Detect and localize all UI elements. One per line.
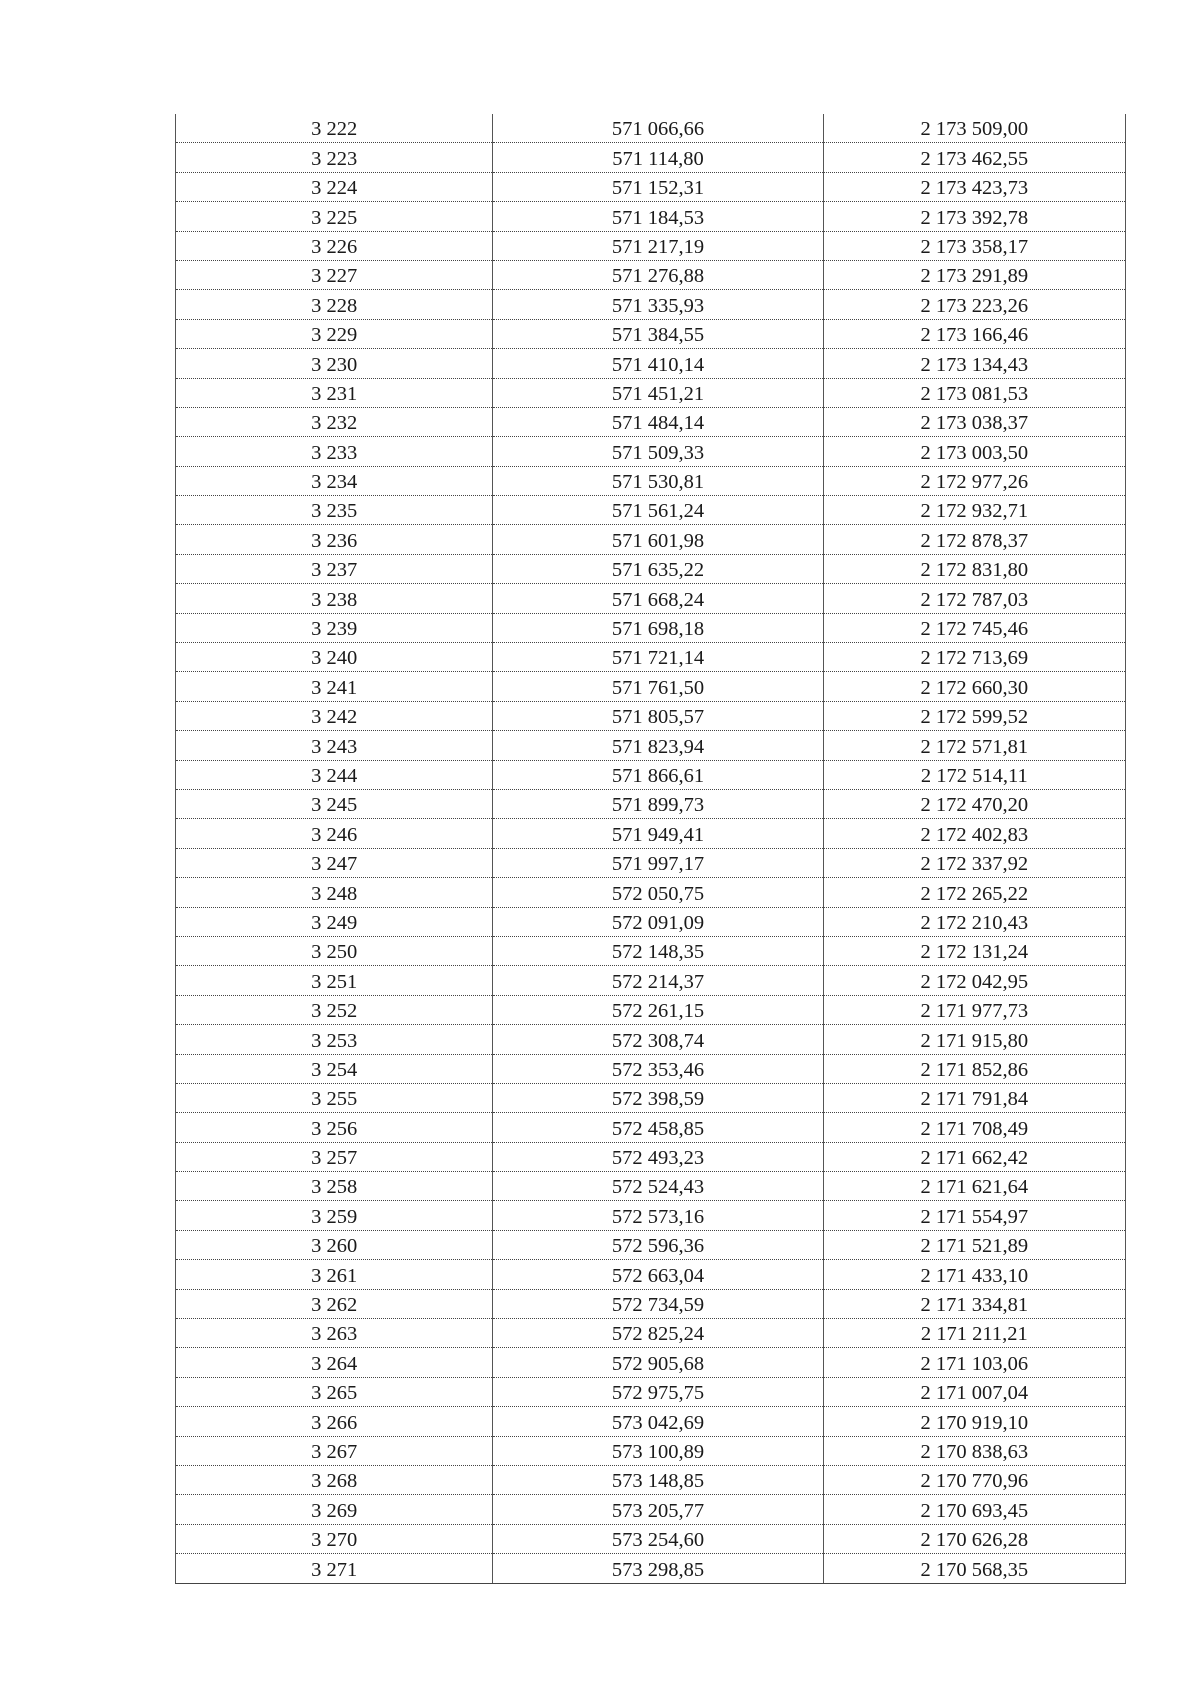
x-coordinate-cell: 571 184,53 <box>493 202 823 231</box>
point-number-cell: 3 263 <box>176 1319 493 1348</box>
table-row <box>176 319 1126 348</box>
table-row <box>176 966 1126 995</box>
point-number-cell: 3 223 <box>176 143 493 172</box>
point-number-cell: 3 231 <box>176 378 493 407</box>
table-row <box>176 936 1126 965</box>
point-number-cell: 3 238 <box>176 584 493 613</box>
x-coordinate-cell: 573 148,85 <box>493 1465 823 1494</box>
x-coordinate-cell: 572 596,36 <box>493 1230 823 1259</box>
table-row <box>176 1230 1126 1259</box>
y-coordinate-cell: 2 172 470,20 <box>823 789 1125 818</box>
table-row <box>176 1319 1126 1348</box>
x-coordinate-cell: 571 698,18 <box>493 613 823 642</box>
x-coordinate-cell: 572 148,35 <box>493 936 823 965</box>
point-number-cell: 3 260 <box>176 1230 493 1259</box>
x-coordinate-cell: 573 298,85 <box>493 1554 823 1583</box>
table-row <box>176 466 1126 495</box>
x-coordinate-cell: 572 493,23 <box>493 1142 823 1171</box>
table-row <box>176 1025 1126 1054</box>
point-number-cell: 3 243 <box>176 731 493 760</box>
table-row <box>176 643 1126 672</box>
y-coordinate-cell: 2 170 626,28 <box>823 1524 1125 1553</box>
y-coordinate-cell: 2 171 211,21 <box>823 1319 1125 1348</box>
y-coordinate-cell: 2 172 977,26 <box>823 466 1125 495</box>
y-coordinate-cell: 2 173 223,26 <box>823 290 1125 319</box>
point-number-cell: 3 258 <box>176 1172 493 1201</box>
x-coordinate-cell: 573 042,69 <box>493 1407 823 1436</box>
point-number-cell: 3 262 <box>176 1289 493 1318</box>
x-coordinate-cell: 572 050,75 <box>493 878 823 907</box>
point-number-cell: 3 256 <box>176 1113 493 1142</box>
table-row <box>176 1348 1126 1377</box>
point-number-cell: 3 253 <box>176 1025 493 1054</box>
point-number-cell: 3 269 <box>176 1495 493 1524</box>
table-row <box>176 1407 1126 1436</box>
y-coordinate-cell: 2 172 042,95 <box>823 966 1125 995</box>
x-coordinate-cell: 571 805,57 <box>493 701 823 730</box>
point-number-cell: 3 233 <box>176 437 493 466</box>
x-coordinate-cell: 572 353,46 <box>493 1054 823 1083</box>
x-coordinate-cell: 572 663,04 <box>493 1260 823 1289</box>
x-coordinate-cell: 571 561,24 <box>493 496 823 525</box>
y-coordinate-cell: 2 173 423,73 <box>823 172 1125 201</box>
x-coordinate-cell: 573 254,60 <box>493 1524 823 1553</box>
y-coordinate-cell: 2 172 599,52 <box>823 701 1125 730</box>
y-coordinate-cell: 2 173 358,17 <box>823 231 1125 260</box>
table-row <box>176 407 1126 436</box>
table-row <box>176 525 1126 554</box>
table-row <box>176 1201 1126 1230</box>
x-coordinate-cell: 571 410,14 <box>493 349 823 378</box>
x-coordinate-cell: 571 601,98 <box>493 525 823 554</box>
x-coordinate-cell: 572 825,24 <box>493 1319 823 1348</box>
x-coordinate-cell: 571 509,33 <box>493 437 823 466</box>
point-number-cell: 3 234 <box>176 466 493 495</box>
x-coordinate-cell: 571 761,50 <box>493 672 823 701</box>
x-coordinate-cell: 571 451,21 <box>493 378 823 407</box>
y-coordinate-cell: 2 171 433,10 <box>823 1260 1125 1289</box>
point-number-cell: 3 229 <box>176 319 493 348</box>
y-coordinate-cell: 2 172 337,92 <box>823 848 1125 877</box>
table-row <box>176 114 1126 143</box>
y-coordinate-cell: 2 171 334,81 <box>823 1289 1125 1318</box>
point-number-cell: 3 261 <box>176 1260 493 1289</box>
y-coordinate-cell: 2 172 571,81 <box>823 731 1125 760</box>
point-number-cell: 3 266 <box>176 1407 493 1436</box>
y-coordinate-cell: 2 173 392,78 <box>823 202 1125 231</box>
table-row <box>176 1289 1126 1318</box>
y-coordinate-cell: 2 170 770,96 <box>823 1465 1125 1494</box>
x-coordinate-cell: 572 975,75 <box>493 1377 823 1406</box>
table-row <box>176 554 1126 583</box>
point-number-cell: 3 249 <box>176 907 493 936</box>
table-row <box>176 172 1126 201</box>
point-number-cell: 3 227 <box>176 260 493 289</box>
table-row <box>176 789 1126 818</box>
y-coordinate-cell: 2 172 131,24 <box>823 936 1125 965</box>
y-coordinate-cell: 2 173 166,46 <box>823 319 1125 348</box>
x-coordinate-cell: 572 214,37 <box>493 966 823 995</box>
table-row <box>176 143 1126 172</box>
table-row <box>176 672 1126 701</box>
x-coordinate-cell: 573 100,89 <box>493 1436 823 1465</box>
y-coordinate-cell: 2 171 852,86 <box>823 1054 1125 1083</box>
table-row <box>176 1142 1126 1171</box>
y-coordinate-cell: 2 170 568,35 <box>823 1554 1125 1583</box>
x-coordinate-cell: 571 384,55 <box>493 319 823 348</box>
x-coordinate-cell: 572 308,74 <box>493 1025 823 1054</box>
point-number-cell: 3 237 <box>176 554 493 583</box>
table-row <box>176 378 1126 407</box>
x-coordinate-cell: 572 261,15 <box>493 995 823 1024</box>
point-number-cell: 3 248 <box>176 878 493 907</box>
y-coordinate-cell: 2 172 402,83 <box>823 819 1125 848</box>
x-coordinate-cell: 571 899,73 <box>493 789 823 818</box>
y-coordinate-cell: 2 172 787,03 <box>823 584 1125 613</box>
table-row <box>176 731 1126 760</box>
y-coordinate-cell: 2 171 915,80 <box>823 1025 1125 1054</box>
y-coordinate-cell: 2 172 265,22 <box>823 878 1125 907</box>
x-coordinate-cell: 571 276,88 <box>493 260 823 289</box>
point-number-cell: 3 232 <box>176 407 493 436</box>
point-number-cell: 3 225 <box>176 202 493 231</box>
coordinates-table-body <box>176 114 1126 1583</box>
table-row <box>176 848 1126 877</box>
point-number-cell: 3 245 <box>176 789 493 818</box>
y-coordinate-cell: 2 172 932,71 <box>823 496 1125 525</box>
table-row <box>176 1554 1126 1583</box>
point-number-cell: 3 252 <box>176 995 493 1024</box>
point-number-cell: 3 226 <box>176 231 493 260</box>
x-coordinate-cell: 571 484,14 <box>493 407 823 436</box>
point-number-cell: 3 247 <box>176 848 493 877</box>
x-coordinate-cell: 571 823,94 <box>493 731 823 760</box>
point-number-cell: 3 224 <box>176 172 493 201</box>
point-number-cell: 3 241 <box>176 672 493 701</box>
table-row <box>176 819 1126 848</box>
y-coordinate-cell: 2 173 291,89 <box>823 260 1125 289</box>
table-row <box>176 349 1126 378</box>
y-coordinate-cell: 2 173 038,37 <box>823 407 1125 436</box>
x-coordinate-cell: 571 635,22 <box>493 554 823 583</box>
coordinates-table <box>175 114 1126 1584</box>
point-number-cell: 3 264 <box>176 1348 493 1377</box>
point-number-cell: 3 259 <box>176 1201 493 1230</box>
x-coordinate-cell: 571 866,61 <box>493 760 823 789</box>
x-coordinate-cell: 572 524,43 <box>493 1172 823 1201</box>
table-row <box>176 202 1126 231</box>
table-row <box>176 760 1126 789</box>
y-coordinate-cell: 2 170 693,45 <box>823 1495 1125 1524</box>
y-coordinate-cell: 2 170 838,63 <box>823 1436 1125 1465</box>
x-coordinate-cell: 571 152,31 <box>493 172 823 201</box>
y-coordinate-cell: 2 172 878,37 <box>823 525 1125 554</box>
y-coordinate-cell: 2 173 081,53 <box>823 378 1125 407</box>
x-coordinate-cell: 572 734,59 <box>493 1289 823 1318</box>
y-coordinate-cell: 2 172 831,80 <box>823 554 1125 583</box>
x-coordinate-cell: 572 458,85 <box>493 1113 823 1142</box>
table-row <box>176 1436 1126 1465</box>
y-coordinate-cell: 2 173 509,00 <box>823 114 1125 143</box>
point-number-cell: 3 236 <box>176 525 493 554</box>
y-coordinate-cell: 2 172 713,69 <box>823 643 1125 672</box>
y-coordinate-cell: 2 171 662,42 <box>823 1142 1125 1171</box>
table-row <box>176 1524 1126 1553</box>
y-coordinate-cell: 2 172 210,43 <box>823 907 1125 936</box>
x-coordinate-cell: 571 668,24 <box>493 584 823 613</box>
y-coordinate-cell: 2 171 791,84 <box>823 1083 1125 1112</box>
x-coordinate-cell: 571 335,93 <box>493 290 823 319</box>
table-row <box>176 1465 1126 1494</box>
y-coordinate-cell: 2 171 554,97 <box>823 1201 1125 1230</box>
table-row <box>176 1260 1126 1289</box>
y-coordinate-cell: 2 173 134,43 <box>823 349 1125 378</box>
table-row <box>176 496 1126 525</box>
point-number-cell: 3 230 <box>176 349 493 378</box>
point-number-cell: 3 235 <box>176 496 493 525</box>
table-row <box>176 1113 1126 1142</box>
x-coordinate-cell: 572 905,68 <box>493 1348 823 1377</box>
y-coordinate-cell: 2 171 521,89 <box>823 1230 1125 1259</box>
y-coordinate-cell: 2 173 003,50 <box>823 437 1125 466</box>
table-row <box>176 437 1126 466</box>
table-row <box>176 613 1126 642</box>
table-row <box>176 1377 1126 1406</box>
table-row <box>176 290 1126 319</box>
point-number-cell: 3 240 <box>176 643 493 672</box>
table-row <box>176 231 1126 260</box>
table-row <box>176 1054 1126 1083</box>
table-row <box>176 1495 1126 1524</box>
point-number-cell: 3 222 <box>176 114 493 143</box>
point-number-cell: 3 265 <box>176 1377 493 1406</box>
point-number-cell: 3 271 <box>176 1554 493 1583</box>
y-coordinate-cell: 2 172 745,46 <box>823 613 1125 642</box>
point-number-cell: 3 244 <box>176 760 493 789</box>
x-coordinate-cell: 573 205,77 <box>493 1495 823 1524</box>
point-number-cell: 3 251 <box>176 966 493 995</box>
point-number-cell: 3 228 <box>176 290 493 319</box>
table-row <box>176 1172 1126 1201</box>
table-row <box>176 260 1126 289</box>
x-coordinate-cell: 571 217,19 <box>493 231 823 260</box>
point-number-cell: 3 254 <box>176 1054 493 1083</box>
y-coordinate-cell: 2 173 462,55 <box>823 143 1125 172</box>
point-number-cell: 3 255 <box>176 1083 493 1112</box>
y-coordinate-cell: 2 171 621,64 <box>823 1172 1125 1201</box>
table-row <box>176 584 1126 613</box>
point-number-cell: 3 242 <box>176 701 493 730</box>
table-row <box>176 701 1126 730</box>
y-coordinate-cell: 2 171 007,04 <box>823 1377 1125 1406</box>
point-number-cell: 3 246 <box>176 819 493 848</box>
point-number-cell: 3 270 <box>176 1524 493 1553</box>
table-row <box>176 907 1126 936</box>
x-coordinate-cell: 571 114,80 <box>493 143 823 172</box>
table-row <box>176 878 1126 907</box>
point-number-cell: 3 267 <box>176 1436 493 1465</box>
point-number-cell: 3 268 <box>176 1465 493 1494</box>
x-coordinate-cell: 571 721,14 <box>493 643 823 672</box>
x-coordinate-cell: 571 066,66 <box>493 114 823 143</box>
x-coordinate-cell: 571 997,17 <box>493 848 823 877</box>
point-number-cell: 3 257 <box>176 1142 493 1171</box>
point-number-cell: 3 239 <box>176 613 493 642</box>
x-coordinate-cell: 571 949,41 <box>493 819 823 848</box>
y-coordinate-cell: 2 170 919,10 <box>823 1407 1125 1436</box>
y-coordinate-cell: 2 172 660,30 <box>823 672 1125 701</box>
point-number-cell: 3 250 <box>176 936 493 965</box>
y-coordinate-cell: 2 172 514,11 <box>823 760 1125 789</box>
x-coordinate-cell: 572 091,09 <box>493 907 823 936</box>
y-coordinate-cell: 2 171 103,06 <box>823 1348 1125 1377</box>
x-coordinate-cell: 572 573,16 <box>493 1201 823 1230</box>
x-coordinate-cell: 571 530,81 <box>493 466 823 495</box>
y-coordinate-cell: 2 171 708,49 <box>823 1113 1125 1142</box>
table-row <box>176 995 1126 1024</box>
table-row <box>176 1083 1126 1112</box>
y-coordinate-cell: 2 171 977,73 <box>823 995 1125 1024</box>
x-coordinate-cell: 572 398,59 <box>493 1083 823 1112</box>
